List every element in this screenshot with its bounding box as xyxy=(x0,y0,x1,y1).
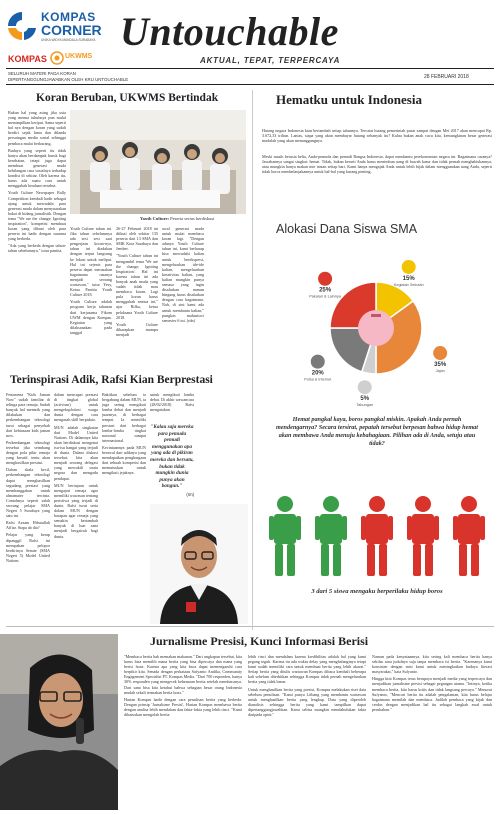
article2-quote: Hemat pangkal kaya, boros pangkal miskin. Apakah Anda pernah mendengarnya? Secara tersirat, pepatah tersebut berpesan bahwa hidup hemat akan membawa Anda menuju kebahagiaan. Pilihan ada di Anda, setuju atau tidak? xyxy=(276,416,478,447)
group-photo xyxy=(70,110,246,214)
article3-col4 xyxy=(150,392,194,422)
paragraph: Youth Culture Newspaper Rally Competition kembali hadir sebagai ajang untuk mewadahi para generasi muda dalam menyuarakan bakat di bidang jurnalistik. Dengan tema "We are the change; Igniting inspiration", kompetisi membuat koran yang dibuat oleh para peserta ini hadir dengan suasana yang berbeda. xyxy=(8,190,66,242)
paragraph: awal generasi muda untuk mulai membaca koran lagi. "Dengan adanya Youth Culture tahun ini, kami berharap bisa mewadahi kalian untuk berekspresi, mengeluarkan ide-ide kalian, mengeluarkan kreativitas kalian, yang kalian mungkin punya semasa yang ingin disalurkan namun bingung harus disalurkan dengan cara bagaimana. Nah, di sini kami ada untuk membantu kalian," pungkas mahasiswi semester 6 ini. (rdn) xyxy=(162,226,204,323)
paragraph: "Ada yang berbeda dengan tahun-tahun sebelumnya," tutur panitia. xyxy=(8,243,66,254)
kompas-partner-logo[interactable]: KOMPAS xyxy=(8,54,47,64)
corner-logo-icon xyxy=(6,10,38,42)
paragraph: Fenomena "Kids Jaman Now" sudah familiar di telinga para remaja. Sudah banyak hal menarik yang dilakukan dan perkembangan teknologi turut sebagai penyebab dari kebiasaan kids jaman now. xyxy=(6,392,50,438)
section-rule xyxy=(6,626,494,627)
paragraph: Baktikan sebelum ia bergabung dalam MUN, ia juga sering mengikuti lomba debat dan menjadi juaranya, di berbagai tempat. Ia memiliki prestasi dari berbagai lomba-lomba tingkat nasional sampai internasional. xyxy=(102,392,146,443)
person-boros-icon xyxy=(361,496,393,576)
newspaper-title: Untouchable xyxy=(120,9,339,54)
slice-category-label: Kegiatan Sekolah xyxy=(393,282,424,287)
column-divider xyxy=(252,90,253,630)
logo-sub-text: UNIKA WIDYA MANDALA SURABAYA xyxy=(41,38,96,42)
article1-col1 xyxy=(8,110,66,360)
paragraph: Perkembangan teknologi tersebut jika seimbang dengan pola pikir remaja yang kreatif, tentu akan menghasilkan prestasi. xyxy=(6,439,50,466)
caption-text: Peserta serius berdiskusi xyxy=(169,216,215,221)
article2-title: Hematku untuk Indonesia xyxy=(276,92,422,107)
article1-col2 xyxy=(70,226,112,364)
speaker-image xyxy=(0,634,118,810)
person-hemat-icon xyxy=(269,496,301,576)
person-hemat-icon xyxy=(315,496,347,576)
paragraph: "Membaca berita bak memakan makanan." Dari ungkapan tersebut, kita harus bisa memilih mana berita yang bisa dipercaya dan mana yang berisi hoax. Karena apa yang kita baca dapat memengaruhi cara berpikir kita. Senada dengan perkataan Sufyanto Andika, Community Engagement Specialist PT. Kompas Media. "Dari 700 responden, hanya 30% responden yang mengecek kebenaran berita setelah membacanya. Dari sana bisa kita ketahui bahwa sebagian besar orang Indonesia mudah sekali termakan berita hoax." xyxy=(124,654,242,695)
portrait-photo xyxy=(150,504,248,624)
portrait-image xyxy=(150,504,248,624)
footer-note-1: SELURUH MATERI PADA KORAN xyxy=(8,71,76,76)
paragraph: "Youth Culture tahun ini mengambil tema 'We are the change; Igniting Inspiration'. Hal ini karena tahun ini ada banyak anak muda yang sudah tidak mau membaca koran. Lagi pula koran harus menggubah semua ini," ujar Rifka, ketua pelaksana Youth Culture 2018. xyxy=(116,253,158,320)
slice-value-label: 15% xyxy=(402,275,415,282)
slice-value-label: 35% xyxy=(434,362,447,369)
article4-col2 xyxy=(248,654,366,808)
article1-title: Koran Beruban, UKWMS Bertindak xyxy=(36,92,219,104)
slice-category-label: Tabungan xyxy=(356,403,374,408)
newspaper-tagline: AKTUAL, TEPAT, TERPERCAYA xyxy=(200,56,341,65)
paragraph: Bukan hal yang asing jika usia yang menua tubuhnya pun mulai menampilkan keriput. Sama seperti hal nya dengan koran yang sudah berdiri sejak lama dan dilanda persaingan media sosial sehingga pembaca mulai berkurang. xyxy=(8,110,66,146)
pull-quote-text: "Kalau saja mereka para pemuda pemudi menggunakan apa yang ada di pikiran mereka dan bersatu, bukan tidak mungkin dunia punya akan bangun." xyxy=(150,424,194,490)
article-hematku xyxy=(254,86,500,616)
ukwms-text: UKWMS xyxy=(65,53,93,60)
paragraph: Untuk menghasilkan berita yang presisi, Kompas melakukan riset data sebelum penulisan. "Kami punya Litbang yang membantu wartawan untuk menghasilkan berita yang lengkap. Data yang diperoleh dianalisis sehingga berita yang kami tampilkan dapat dipertanggungjawabkan. Kami sebisa mungkin mendahulukan fakta daripada opini." xyxy=(248,686,366,718)
article2-para1: Hutang negara Indonesia kian bertambah setiap tahunnya. Tercatat hutang pemerintah pusat sampai dengan Mei 2017 akan mencapai Rp. 3.672,33 triliun. Lantas, siapa yang akan membayar hutang sebanyak itu? Kalau bukan anak cucu kita, kemungkinan besar generasi mudalah yang akan menanggungnya. xyxy=(262,128,492,144)
person-boros-icon xyxy=(453,496,485,576)
paragraph: MUN bertujuan untuk mengajari remaja agar memiliki wawasan tentang peristiwa yang terjadi di dunia. Rafsi turut serta dalam MUN dengan harapan agar remaja yang semakin bertambah banyak di luar sana menjadi bergairah bagi dunia. xyxy=(54,482,98,539)
paragraph: lebih rinci dan mendalam karena kredibilitas adalah hal yang kami pegang teguh. Karena itu ada waktu delay yang menghalanginya tetapi kami sudah memiliki cara untuk membuat berita yang lebih akurat." Setiap berita yang ditulis wartawan Kompas dibaca kembali beberapa kali sebelum diterbitkan sehingga Kompas tidak pernah mengeluarkan berita yang tidak benar. xyxy=(248,654,366,685)
article1-col3 xyxy=(116,226,158,364)
paragraph: Youth Culture tahun ini. Jika tahun sebelumnya ada sesi sesi saat pengerjaan koran-nya, tahun ini diadakan dengan terjun langsung ke lokasi untuk meliput. Hal ini sejenis para peserta dapat merasakan bagaimana rasanya menjadi seorang wartawan," tutur Yesy, Ketua Panitia Youth Culture 2018. xyxy=(70,226,112,298)
person-boros-icon xyxy=(407,496,439,576)
slice-value-label: 5% xyxy=(360,396,370,403)
paragraph: MUN adalah singkatan dari Model United Nations. Di dalamnya kita akan berdiskusi mengenai isu-isu hangat yang terjadi di dunia. Dalam diskusi tersebut, kita akan menjadi seorang delegasi yang mewakili suatu negara dan mengadu pendapat. xyxy=(54,424,98,481)
allocation-pie-chart xyxy=(256,254,496,408)
issue-date: 28 FEBRUARI 2018 xyxy=(424,74,469,80)
footer-note-2: DIPERTANGGUNGJAWABKAN OLEH KRU UNTOUCHABLE xyxy=(8,77,129,82)
article4-title: Jurnalisme Presisi, Kunci Informasi Berisi xyxy=(150,634,369,648)
article3-col3 xyxy=(102,392,146,502)
slice-value-label: 20% xyxy=(311,370,324,377)
category-icon xyxy=(402,260,416,274)
paragraph: Youth Culture adalah program kerja tahunan dari kerjasama Fikom UWM dengan Kompas. Kegiatan yang dilaksanakan pada tanggal xyxy=(70,299,112,335)
chart-title: Alokasi Dana Siswa SMA xyxy=(276,222,418,236)
slice-category-label: Pulsa & Internet xyxy=(304,377,332,382)
category-icon xyxy=(358,380,372,394)
article-rafsi xyxy=(0,370,250,625)
category-icon xyxy=(318,272,332,286)
category-icon xyxy=(311,355,325,369)
coin-slot-icon xyxy=(371,314,381,317)
paragraph: Rafsi Azzam Hibatullah Affiar. Siapa ab dia? xyxy=(6,520,50,531)
paragraph: Hingga kini Kompas terus berupaya menjadi media yang terpercaya dan menjadikan jurnalisme presisi sebagai pegangan utama. "Intinya, ketika membaca berita, kita harus kritis dan tidak langsung percaya." Menurut Sufyanto, "Mencari berita itu adalah pengalaman, kita harus belajar bagaimana memilah dan membaca. Jadilah pembaca yang bijak dan cerdas dengan menjadikan hal itu sebagai langkah awal untuk perubahan." xyxy=(372,676,492,712)
ukwms-seal-icon xyxy=(50,51,64,65)
paragraph: Pelajar yang kerap dipanggil Rafsi ini merupakan pelopor berdirinya Senate (SMA Negeri 5) Model United Nations xyxy=(6,532,50,563)
article4-col3 xyxy=(372,654,492,808)
category-icon xyxy=(433,346,447,360)
logo-top-text: KOMPAS xyxy=(41,10,96,24)
paragraph: Dalam skala kecil, perkembangan teknologi dapat menghasilkan segudang prestasi yang membanggakan untuk almamater tercinta. Contohnya seperti salah seorang pelajar SMA Negeri 5 Surabaya yang satu ini. xyxy=(6,467,50,519)
paragraph: untuk mengikuti lomba debat. Di akhir wawancara (28/02/2018) Rafsi mengatakan xyxy=(150,392,194,413)
paragraph: dalam mencapai prestasi di tingkat global (activism) untuk mengeksploitasi warga dunia dengan cara mengasah skill berpidato. xyxy=(54,392,98,423)
article3-title: Terinspirasi Adik, Rafsi Kian Berprestasi xyxy=(10,374,213,386)
people-caption: 3 dari 5 siswa mengaku berperilaku hidup boros xyxy=(311,588,443,595)
boros-people-chart xyxy=(262,494,492,579)
article3-col2 xyxy=(54,392,98,622)
group-photo-caption xyxy=(140,216,250,222)
article-jurnalisme xyxy=(0,626,500,810)
masthead-rule-bottom xyxy=(6,84,494,85)
article-koran-beruban xyxy=(0,86,250,368)
paragraph: Budaya yang seperti itu tidak hanya akan berdampak buruk bagi kesehatan, tetapi juga dapat membuat generasi muda kehilangan rasa sosialnya terhadap kondisi di sekitar. Oleh karena itu, harus ada suatu cara untuk menggubah keadaan tersebut. xyxy=(8,147,66,189)
article3-col1 xyxy=(6,392,50,622)
article4-col1 xyxy=(124,654,242,808)
paragraph: Harian Kompas hadir dengan cara penulisan berita yang berbeda. Dengan prinsip 'Jurnalisme Presisi', Harian Kompas membawa berita dengan analisa lebih mendalam dan fakta-fakta yang lebih rinci. "Kami diharuskan mengolah berita xyxy=(124,696,242,718)
article3-pull-quote xyxy=(150,424,194,497)
paragraph: Kecintaannya pada MUN berawal dari adiknya yang mendapatkan penghargaan dari sebuah kompetisi dan memutuskan untuk mengikuti jejaknya. xyxy=(102,444,146,476)
paragraph: Youth Culture diharapkan mampu menjadi xyxy=(116,321,158,337)
kompas-corner-logo[interactable] xyxy=(6,8,116,44)
slice-category-label: Jajan xyxy=(435,369,445,374)
group-photo-image xyxy=(70,110,246,214)
paragraph: 26-27 Februari 2018 ini diikuti oleh sekitar 135 peserta dari 13 SMA dan SMK Kota Surabaya dan Jember. xyxy=(116,226,158,252)
paragraph: Namun pada kenyataannya, kita sering kali membaca berita hanya sekilas atau judulnya saja tanpa membaca isi berita. "Karenanya kami konsisten dengan misi kami untuk meningkatkan budaya literasi masyarakat," kata Sufyanto. xyxy=(372,654,492,675)
article2-para2: Meski masih berusia belia, Anda-pemuda dan pemudi Bangsa Indonesia, dapat membantu perekonomian negara ini. Bagaimana caranya? Jawabannya sangat singkat: hemat. Tidak, bukan berarti Anda harus menimbun uang di bawah kasur dan tidak pernah menghabiskannya, atau mungkin hanya makan mie instan setiap hari. Kami hanya mengajak Anda untuk lebih bijak dalam menggunakan uang Anda, seperti tidak boros membelanjakannya untuk hal-hal yang kurang penting. xyxy=(262,154,492,175)
pull-quote-sign: (rm) xyxy=(186,491,194,497)
masthead xyxy=(0,0,500,86)
ukwms-partner-logo[interactable] xyxy=(50,50,93,66)
speaker-photo xyxy=(0,634,118,810)
masthead-rule-top xyxy=(6,68,494,69)
article1-col4 xyxy=(162,226,204,364)
slice-value-label: 25% xyxy=(319,287,332,294)
logo-bottom-text: CORNER xyxy=(41,22,102,38)
slice-category-label: Pakaian & Lainnya xyxy=(309,294,341,299)
caption-label: Youth Culture: xyxy=(140,216,170,221)
